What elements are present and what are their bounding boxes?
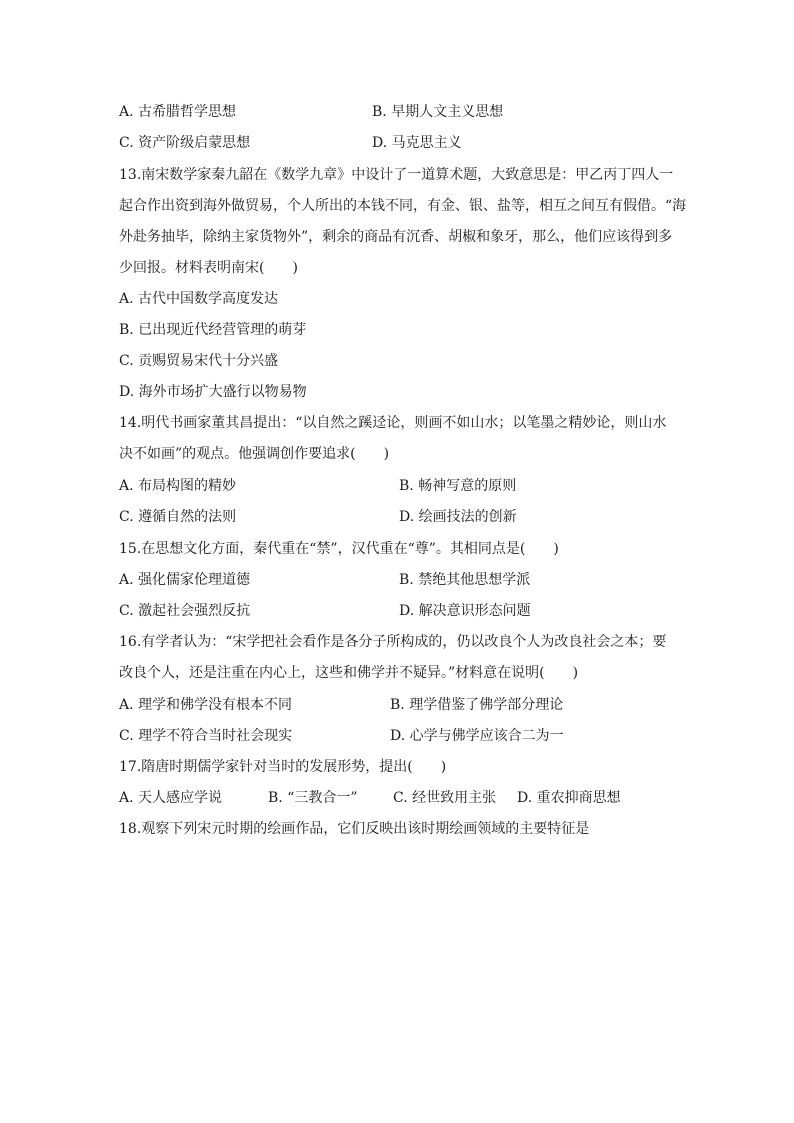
q14-stem-line: 14.明代书画家董其昌提出：“以自然之蹊迳论，则画不如山水；以笔墨之精妙论，则山水	[119, 415, 667, 431]
q16-option-c: C. 理学不符合当时社会现实	[119, 728, 293, 744]
q13-stem-line: 少回报。材料表明南宋( )	[119, 260, 298, 276]
q14-option-c: C. 遵循自然的法则	[119, 509, 237, 525]
q13-stem-line: 13.南宋数学家秦九韶在《数学九章》中设计了一道算术题，大致意思是：甲乙丙丁四人一	[119, 167, 674, 183]
q13-option-a: A. 古代中国数学高度发达	[119, 291, 279, 307]
q17-option-c: C. 经世致用主张	[393, 790, 497, 806]
q17-option-d: D. 重农抑商思想	[517, 790, 621, 806]
q15-option-a: A. 强化儒家伦理道德	[119, 572, 251, 588]
q13-stem-line: 外赴务抽毕，除纳主家货物外”，剩余的商品有沉香、胡椒和象牙，那么，他们应该得到多	[119, 229, 673, 245]
q16-stem	[119, 627, 679, 689]
q15-option-c: C. 激起社会强烈反抗	[119, 603, 251, 619]
q13-stem	[119, 160, 687, 284]
q17-option-a: A. 天人感应学说	[119, 790, 223, 806]
q14-stem-line: 决不如画”的观点。他强调创作要追求( )	[119, 446, 390, 462]
q16-option-d: D. 心学与佛学应该合二为一	[390, 728, 564, 744]
q14-stem	[119, 408, 679, 470]
q12-option-d: D. 马克思主义	[372, 135, 462, 151]
q13-stem-line: 起合作出资到海外做贸易，个人所出的本钱不同，有金、银、盐等，相互之间互有假借。“海	[119, 198, 687, 214]
q16-option-b: B. 理学借鉴了佛学部分理论	[390, 697, 564, 713]
q13-option-b: B. 已出现近代经营管理的萌芽	[119, 322, 307, 338]
q13-option-c: C. 贡赐贸易宋代十分兴盛	[119, 353, 279, 369]
q15-option-b: B. 禁绝其他思想学派	[399, 572, 531, 588]
q16-option-a: A. 理学和佛学没有根本不同	[119, 697, 293, 713]
q14-option-d: D. 绘画技法的创新	[399, 509, 517, 525]
q14-option-b: B. 畅神写意的原则	[399, 478, 517, 494]
q16-stem-line: 16.有学者认为：“宋学把社会看作是各分子所构成的，仍以改良个人为改良社会之本；要	[119, 634, 667, 650]
q17-option-b: B. “三教合一”	[268, 790, 358, 806]
q12-option-a: A. 古希腊哲学思想	[119, 104, 237, 120]
q15-stem: 15.在思想文化方面，秦代重在“禁”，汉代重在“尊”。其相同点是( )	[119, 541, 559, 557]
q12-option-b: B. 早期人文主义思想	[372, 104, 504, 120]
q18-stem: 18.观察下列宋元时期的绘画作品，它们反映出该时期绘画领域的主要特征是	[119, 821, 590, 837]
q16-stem-line: 改良个人，还是注重在内心上，这些和佛学并不疑异。”材料意在说明( )	[119, 665, 579, 681]
q12-option-c: C. 资产阶级启蒙思想	[119, 135, 251, 151]
q14-option-a: A. 布局构图的精妙	[119, 478, 237, 494]
q13-option-d: D. 海外市场扩大盛行以物易物	[119, 384, 307, 400]
q15-option-d: D. 解决意识形态问题	[399, 603, 531, 619]
q17-stem: 17.隋唐时期儒学家针对当时的发展形势，提出( )	[119, 759, 447, 775]
